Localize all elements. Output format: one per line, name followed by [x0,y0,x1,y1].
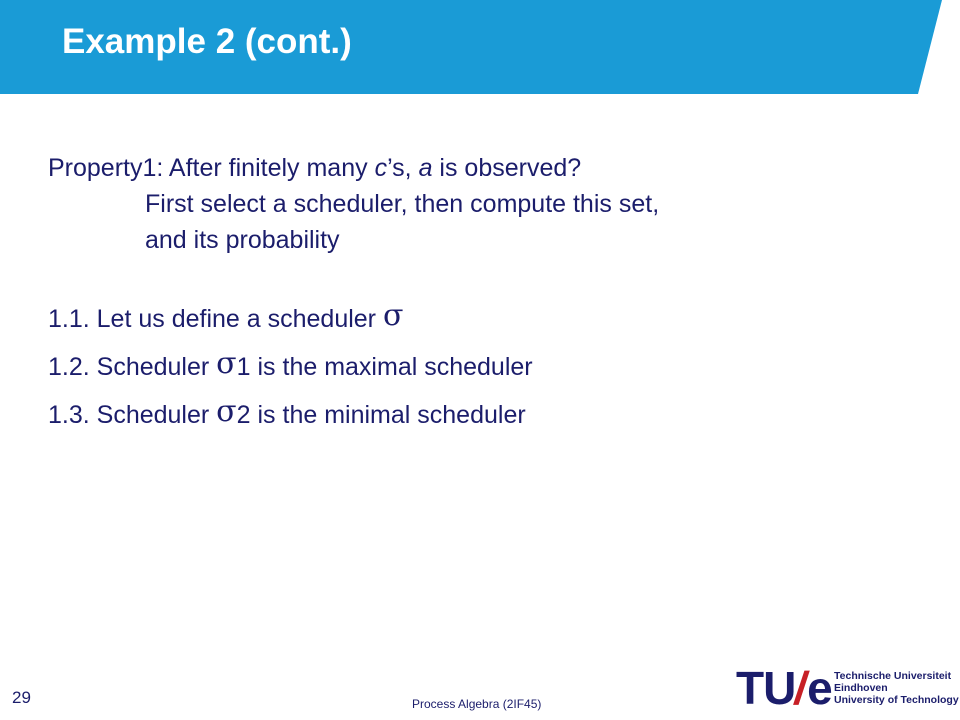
tue-logo-mark [736,664,832,712]
slide-title: Example 2 (cont.) [62,22,352,61]
logo-mark-e: e [807,662,832,714]
spacer [48,258,908,300]
list-item-1-1 [48,300,908,348]
logo-mark-tu: TU [736,662,796,714]
property-detail-1: First select a scheduler, then compute this set, [145,190,660,218]
property-detail-2: and its probability [145,226,340,254]
item-text: 1.3. Scheduler [48,401,217,429]
tue-logo [736,664,958,712]
page-number: 29 [12,688,31,707]
question-var-a: a [418,154,433,182]
property-question [48,150,908,186]
item-text: 1 is the maximal scheduler [236,353,533,381]
list-item-1-3 [48,396,908,444]
sigma-symbol: σ [216,394,237,429]
list-item-1-2 [48,348,908,396]
property-label: Property1: [48,154,164,182]
property-question-text [169,154,581,182]
question-part: ’s, [387,154,419,182]
question-part: After finitely many [168,154,375,182]
footer-course: Process Algebra (2IF45) [412,697,542,711]
logo-line-3: University of Technology [834,694,959,706]
item-text: 1.2. Scheduler [48,353,217,381]
logo-text [834,670,959,706]
sigma-symbol: σ [216,346,237,381]
logo-mark-slash: / [791,662,811,714]
item-text: 1.1. Let us define a scheduler [48,305,383,333]
sigma-symbol: σ [382,298,404,333]
slide-content [48,150,908,444]
question-part: is observed? [432,154,582,182]
item-text: 2 is the minimal scheduler [236,401,526,429]
question-var-c: c [374,154,388,182]
logo-line-2: Eindhoven [834,682,888,694]
logo-line-1: Technische Universiteit [834,670,952,682]
